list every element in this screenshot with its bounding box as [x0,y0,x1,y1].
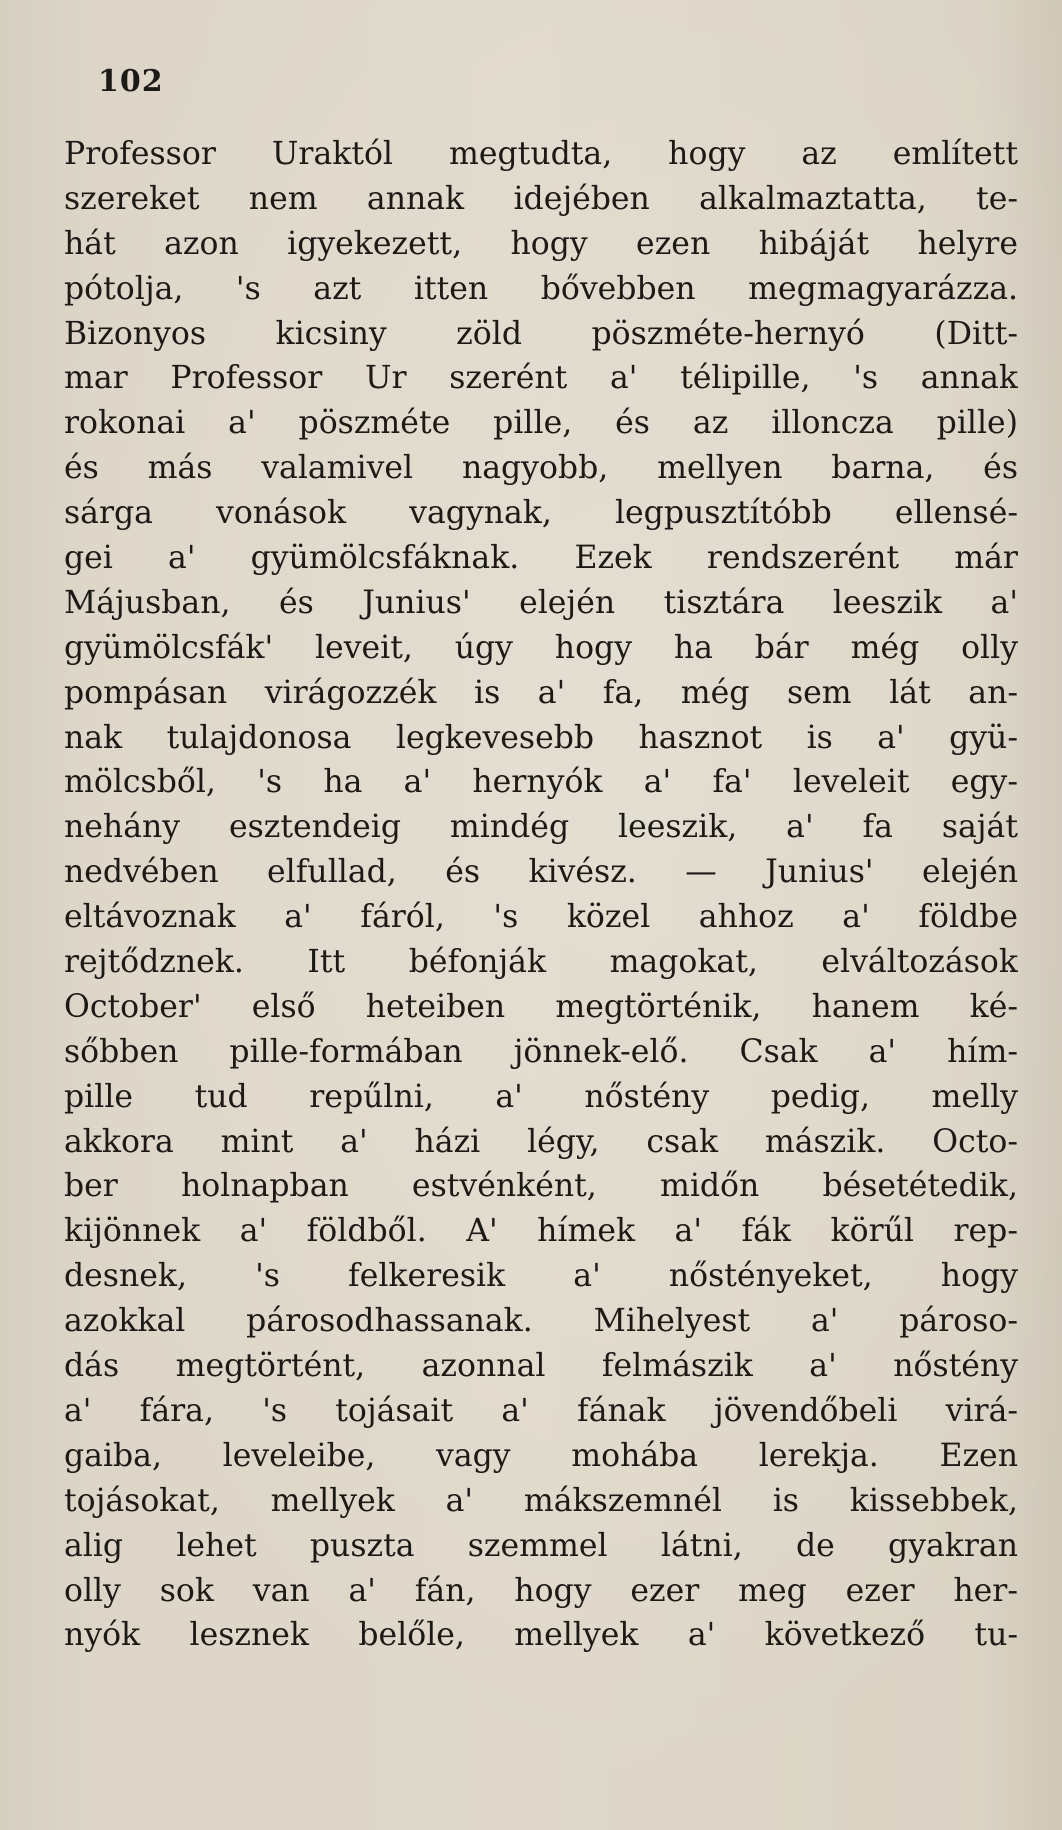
text-line: Professor Uraktól megtudta, hogy az említett [64,136,1018,172]
text-line: Májusban, és Junius' elején tisztára leeszik a' [64,584,1018,621]
text-line: nyók lesznek belőle, mellyek a' következő tu- [64,1617,1018,1654]
text-line: alig lehet puszta szemmel látni, de gyakran [64,1527,1018,1564]
text-line: sárga vonások vagynak, legpusztítóbb ellensé- [64,495,1018,532]
text-line: és más valamivel nagyobb, mellyen barna, és [64,450,1018,487]
text-line: eltávoznak a' fáról, 's közel ahhoz a' földbe [64,899,1018,936]
text-line: mar Professor Ur szerént a' télipille, 's annak [64,360,1018,397]
page-number: 102 [98,64,164,99]
text-line: nak tulajdonosa legkevesebb hasznot is a' gyü- [64,719,1018,756]
text-line: szereket nem annak idejében alkalmaztatta, te- [64,180,1018,217]
text-line: akkora mint a' házi légy, csak mászik. Octo- [64,1123,1018,1160]
text-line: gaiba, leveleibe, vagy mohába lerekja. Ezen [64,1437,1018,1474]
text-line: kijönnek a' földből. A' hímek a' fák körűl rep- [64,1213,1018,1250]
text-line: hát azon igyekezett, hogy ezen hibáját helyre [64,225,1018,262]
text-line: desnek, 's felkeresik a' nőstényeket, hogy [64,1258,1018,1295]
text-line: Bizonyos kicsiny zöld pöszméte-hernyó (Ditt- [64,315,1018,352]
text-line: olly sok van a' fán, hogy ezer meg ezer her- [64,1572,1018,1609]
text-line: October' első heteiben megtörténik, hanem ké- [64,988,1018,1025]
text-line: a' fára, 's tojásait a' fának jövendőbeli virá- [64,1392,1018,1429]
text-line: rejtődznek. Itt béfonják magokat, elváltozások [64,944,1018,981]
text-line: nehány esztendeig mindég leeszik, a' fa saját [64,809,1018,846]
text-line: ber holnapban estvénként, midőn bésetétedik, [64,1168,1018,1205]
text-line: mölcsből, 's ha a' hernyók a' fa' leveleit egy- [64,764,1018,801]
text-line: sőbben pille-formában jönnek-elő. Csak a' hím- [64,1033,1018,1070]
text-line: azokkal párosodhassanak. Mihelyest a' pároso- [64,1303,1018,1340]
body-text [64,132,1018,1658]
text-line: gyümölcsfák' leveit, úgy hogy ha bár még olly [64,629,1018,666]
text-line: gei a' gyümölcsfáknak. Ezek rendszerént már [64,540,1018,577]
text-line: pótolja, 's azt itten bővebben megmagyarázza. [64,270,1018,307]
text-line: pille tud repűlni, a' nőstény pedig, melly [64,1078,1018,1115]
text-line: nedvében elfullad, és kivész. — Junius' elején [64,854,1018,891]
text-line: pompásan virágozzék is a' fa, még sem lát an- [64,674,1018,711]
text-line: tojásokat, mellyek a' mákszemnél is kissebbek, [64,1482,1018,1519]
text-line: dás megtörtént, azonnal felmászik a' nőstény [64,1348,1018,1385]
text-line: rokonai a' pöszméte pille, és az illoncza pille) [64,405,1018,442]
